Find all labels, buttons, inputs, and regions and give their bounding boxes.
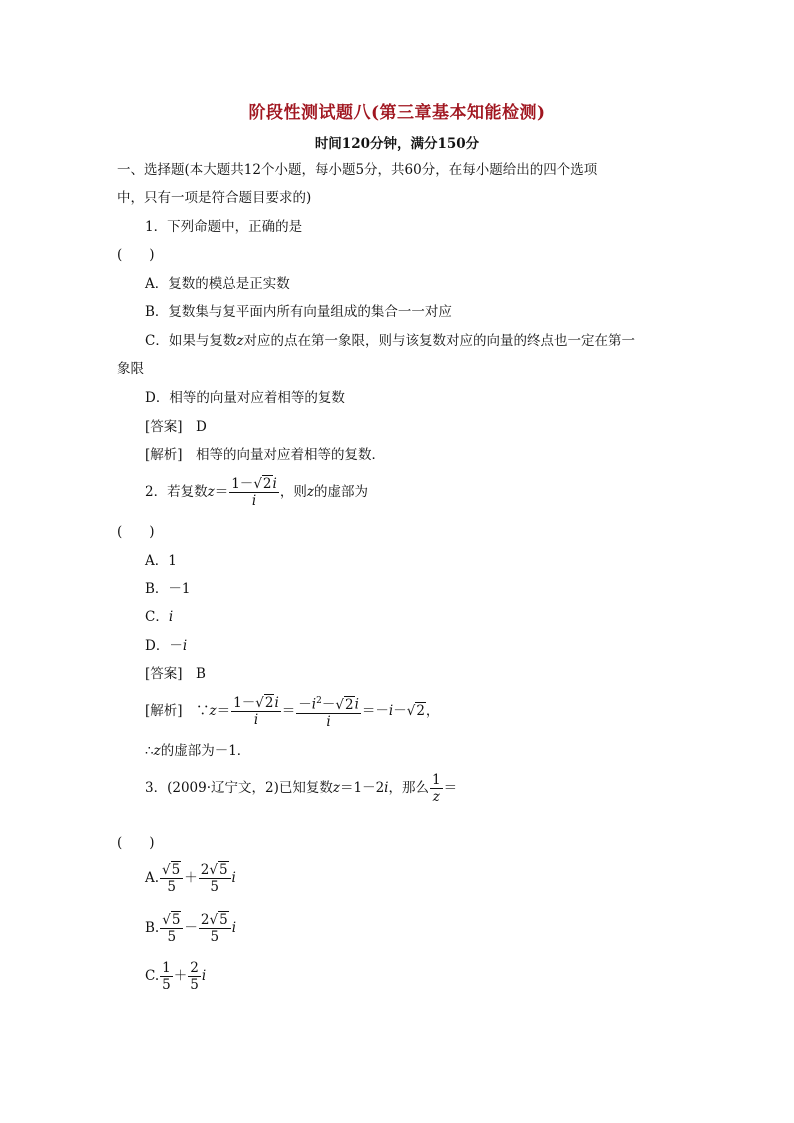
- q2-stem-post-2: 的虚部为: [313, 484, 368, 500]
- fraction: [199, 912, 231, 945]
- radicand: 2: [264, 695, 274, 711]
- q3-stem-mid: ＝1－2: [339, 780, 385, 796]
- option-label: D．－: [145, 638, 183, 654]
- numerator: 1: [432, 772, 441, 788]
- sqrt-symbol: √2: [255, 695, 274, 711]
- q2-conclusion: [145, 742, 250, 760]
- q2-option-d: [145, 637, 187, 655]
- conclusion-text: 的虚部为－1．: [160, 743, 251, 759]
- plus-sign: ＋: [173, 968, 188, 984]
- q2-stem-post: ，则: [279, 484, 307, 500]
- analysis-label: [解析] ∵: [145, 703, 210, 719]
- option-label: B.: [145, 920, 160, 936]
- q1-stem: 1．下列命题中，正确的是: [145, 219, 303, 235]
- minus-sign: －: [393, 703, 407, 719]
- q2-paren: ( ): [117, 524, 155, 540]
- denominator: 5: [210, 879, 219, 895]
- q3-stem-pre: 3．(2009·辽宁文，2)已知复数: [145, 780, 333, 796]
- section-intro-line-2: 中，只有一项是符合题目要求的): [117, 190, 312, 206]
- imaginary-unit: i: [182, 638, 188, 654]
- comma: ，: [425, 703, 440, 719]
- q1-option-d: D．相等的向量对应着相等的复数: [145, 390, 345, 406]
- sqrt-symbol: √2: [253, 476, 272, 492]
- q1-paren: ( ): [117, 247, 155, 263]
- sqrt-symbol: √5: [162, 912, 181, 928]
- section-intro-line-1: 一、选择题(本大题共12个小题，每小题5分，共60分，在每小题给出的四个选项: [117, 162, 598, 178]
- q1-option-c-line-2: 象限: [117, 361, 144, 377]
- coefficient: 2: [200, 862, 210, 878]
- numerator-text: 1－: [231, 476, 254, 492]
- minus-sign: －: [321, 696, 336, 713]
- denominator: i: [251, 493, 257, 509]
- equals-sign: ＝: [214, 484, 229, 500]
- imaginary-unit: i: [311, 696, 317, 713]
- numerator: 2: [190, 960, 199, 976]
- q2-option-c: [145, 608, 173, 626]
- denominator: z: [432, 789, 440, 805]
- imaginary-unit: i: [201, 968, 207, 984]
- imaginary-unit: i: [231, 920, 237, 936]
- q3-paren: ( ): [117, 835, 155, 851]
- imaginary-unit: i: [231, 870, 236, 886]
- variable-z: z: [236, 333, 244, 349]
- minus-sign: －: [298, 696, 312, 713]
- denominator: i: [253, 712, 259, 728]
- fraction: [188, 960, 201, 993]
- q2-analysis: [145, 693, 439, 730]
- sqrt-symbol: √2: [406, 703, 425, 719]
- radicand: 5: [171, 912, 181, 928]
- q2-stem-pre: 2．若复数: [145, 484, 208, 500]
- option-label: A.: [145, 870, 160, 886]
- sqrt-symbol: √5: [162, 862, 181, 878]
- q3-option-a: [145, 860, 236, 896]
- fraction: [160, 912, 183, 945]
- q1-option-c-pre: C．如果与复数: [145, 333, 237, 349]
- analysis-fraction-1: [231, 695, 281, 728]
- minus-sign: －: [184, 920, 198, 936]
- denominator: 5: [167, 929, 177, 945]
- q3-option-b: [145, 910, 236, 946]
- page-title: 阶段性测试题八(第三章基本知能检测): [248, 103, 546, 123]
- radicand: 2: [262, 476, 272, 492]
- fraction: [160, 960, 173, 993]
- q3-option-c: [145, 958, 206, 994]
- numerator: 1: [162, 960, 171, 976]
- q3-stem: [145, 768, 457, 808]
- denominator: 5: [210, 929, 220, 945]
- imaginary-unit: i: [384, 780, 389, 796]
- sqrt-symbol: √5: [209, 862, 228, 878]
- fraction: [199, 862, 231, 895]
- radicand: 5: [219, 912, 228, 928]
- radicand: 2: [416, 703, 425, 719]
- radicand: 5: [218, 862, 228, 878]
- equals-sign: ＝: [216, 703, 231, 719]
- option-label: C.: [145, 968, 160, 984]
- coefficient: 2: [200, 912, 210, 928]
- imaginary-unit: i: [274, 695, 279, 711]
- result-prefix: ＝－: [361, 703, 389, 719]
- q2-stem: [145, 474, 368, 510]
- variable-z: z: [332, 780, 340, 796]
- denominator: 5: [190, 977, 199, 993]
- therefore-symbol: ∴: [145, 743, 154, 759]
- page-subtitle: 时间120分钟，满分150分: [314, 136, 480, 152]
- q1-option-a: A．复数的模总是正实数: [145, 276, 290, 292]
- q2-option-b: B．－1: [145, 581, 191, 597]
- q1-answer: [答案] D: [145, 419, 207, 435]
- sqrt-symbol: √2: [335, 696, 354, 713]
- imaginary-unit: i: [168, 609, 174, 625]
- variable-z: z: [306, 484, 314, 500]
- q1-option-b: B．复数集与复平面内所有向量组成的集合一一对应: [145, 304, 452, 320]
- fraction: [160, 862, 183, 895]
- radicand: 5: [171, 862, 181, 878]
- imaginary-unit: i: [354, 696, 359, 713]
- numerator-text: 1－: [233, 695, 256, 711]
- q2-fraction: [229, 476, 279, 509]
- imaginary-unit: i: [272, 476, 277, 492]
- option-label: C．: [145, 609, 169, 625]
- plus-sign: ＋: [184, 870, 198, 886]
- q1-option-c-post: 对应的点在第一象限，则与该复数对应的向量的终点也一定在第一: [243, 333, 635, 349]
- q3-stem-then: ，那么: [388, 780, 429, 796]
- equals-sign: ＝: [443, 780, 458, 796]
- q2-option-a: A．1: [145, 553, 177, 569]
- variable-z: z: [153, 743, 161, 759]
- sqrt-symbol: √5: [209, 912, 228, 928]
- q3-reciprocal-fraction: [430, 772, 443, 805]
- variable-z: z: [209, 703, 217, 719]
- denominator: i: [326, 713, 331, 730]
- denominator: 5: [162, 977, 171, 993]
- q1-analysis: [解析] 相等的向量对应着相等的复数．: [145, 447, 386, 463]
- variable-z: z: [207, 484, 215, 500]
- analysis-fraction-2: [296, 693, 361, 730]
- q2-answer: [答案] B: [145, 666, 206, 682]
- imaginary-unit: i: [388, 703, 394, 719]
- radicand: 2: [344, 696, 354, 713]
- denominator: 5: [167, 879, 176, 895]
- equals-sign: ＝: [281, 703, 296, 719]
- exponent: 2: [316, 696, 322, 707]
- q1-option-c-line-1: [145, 332, 635, 350]
